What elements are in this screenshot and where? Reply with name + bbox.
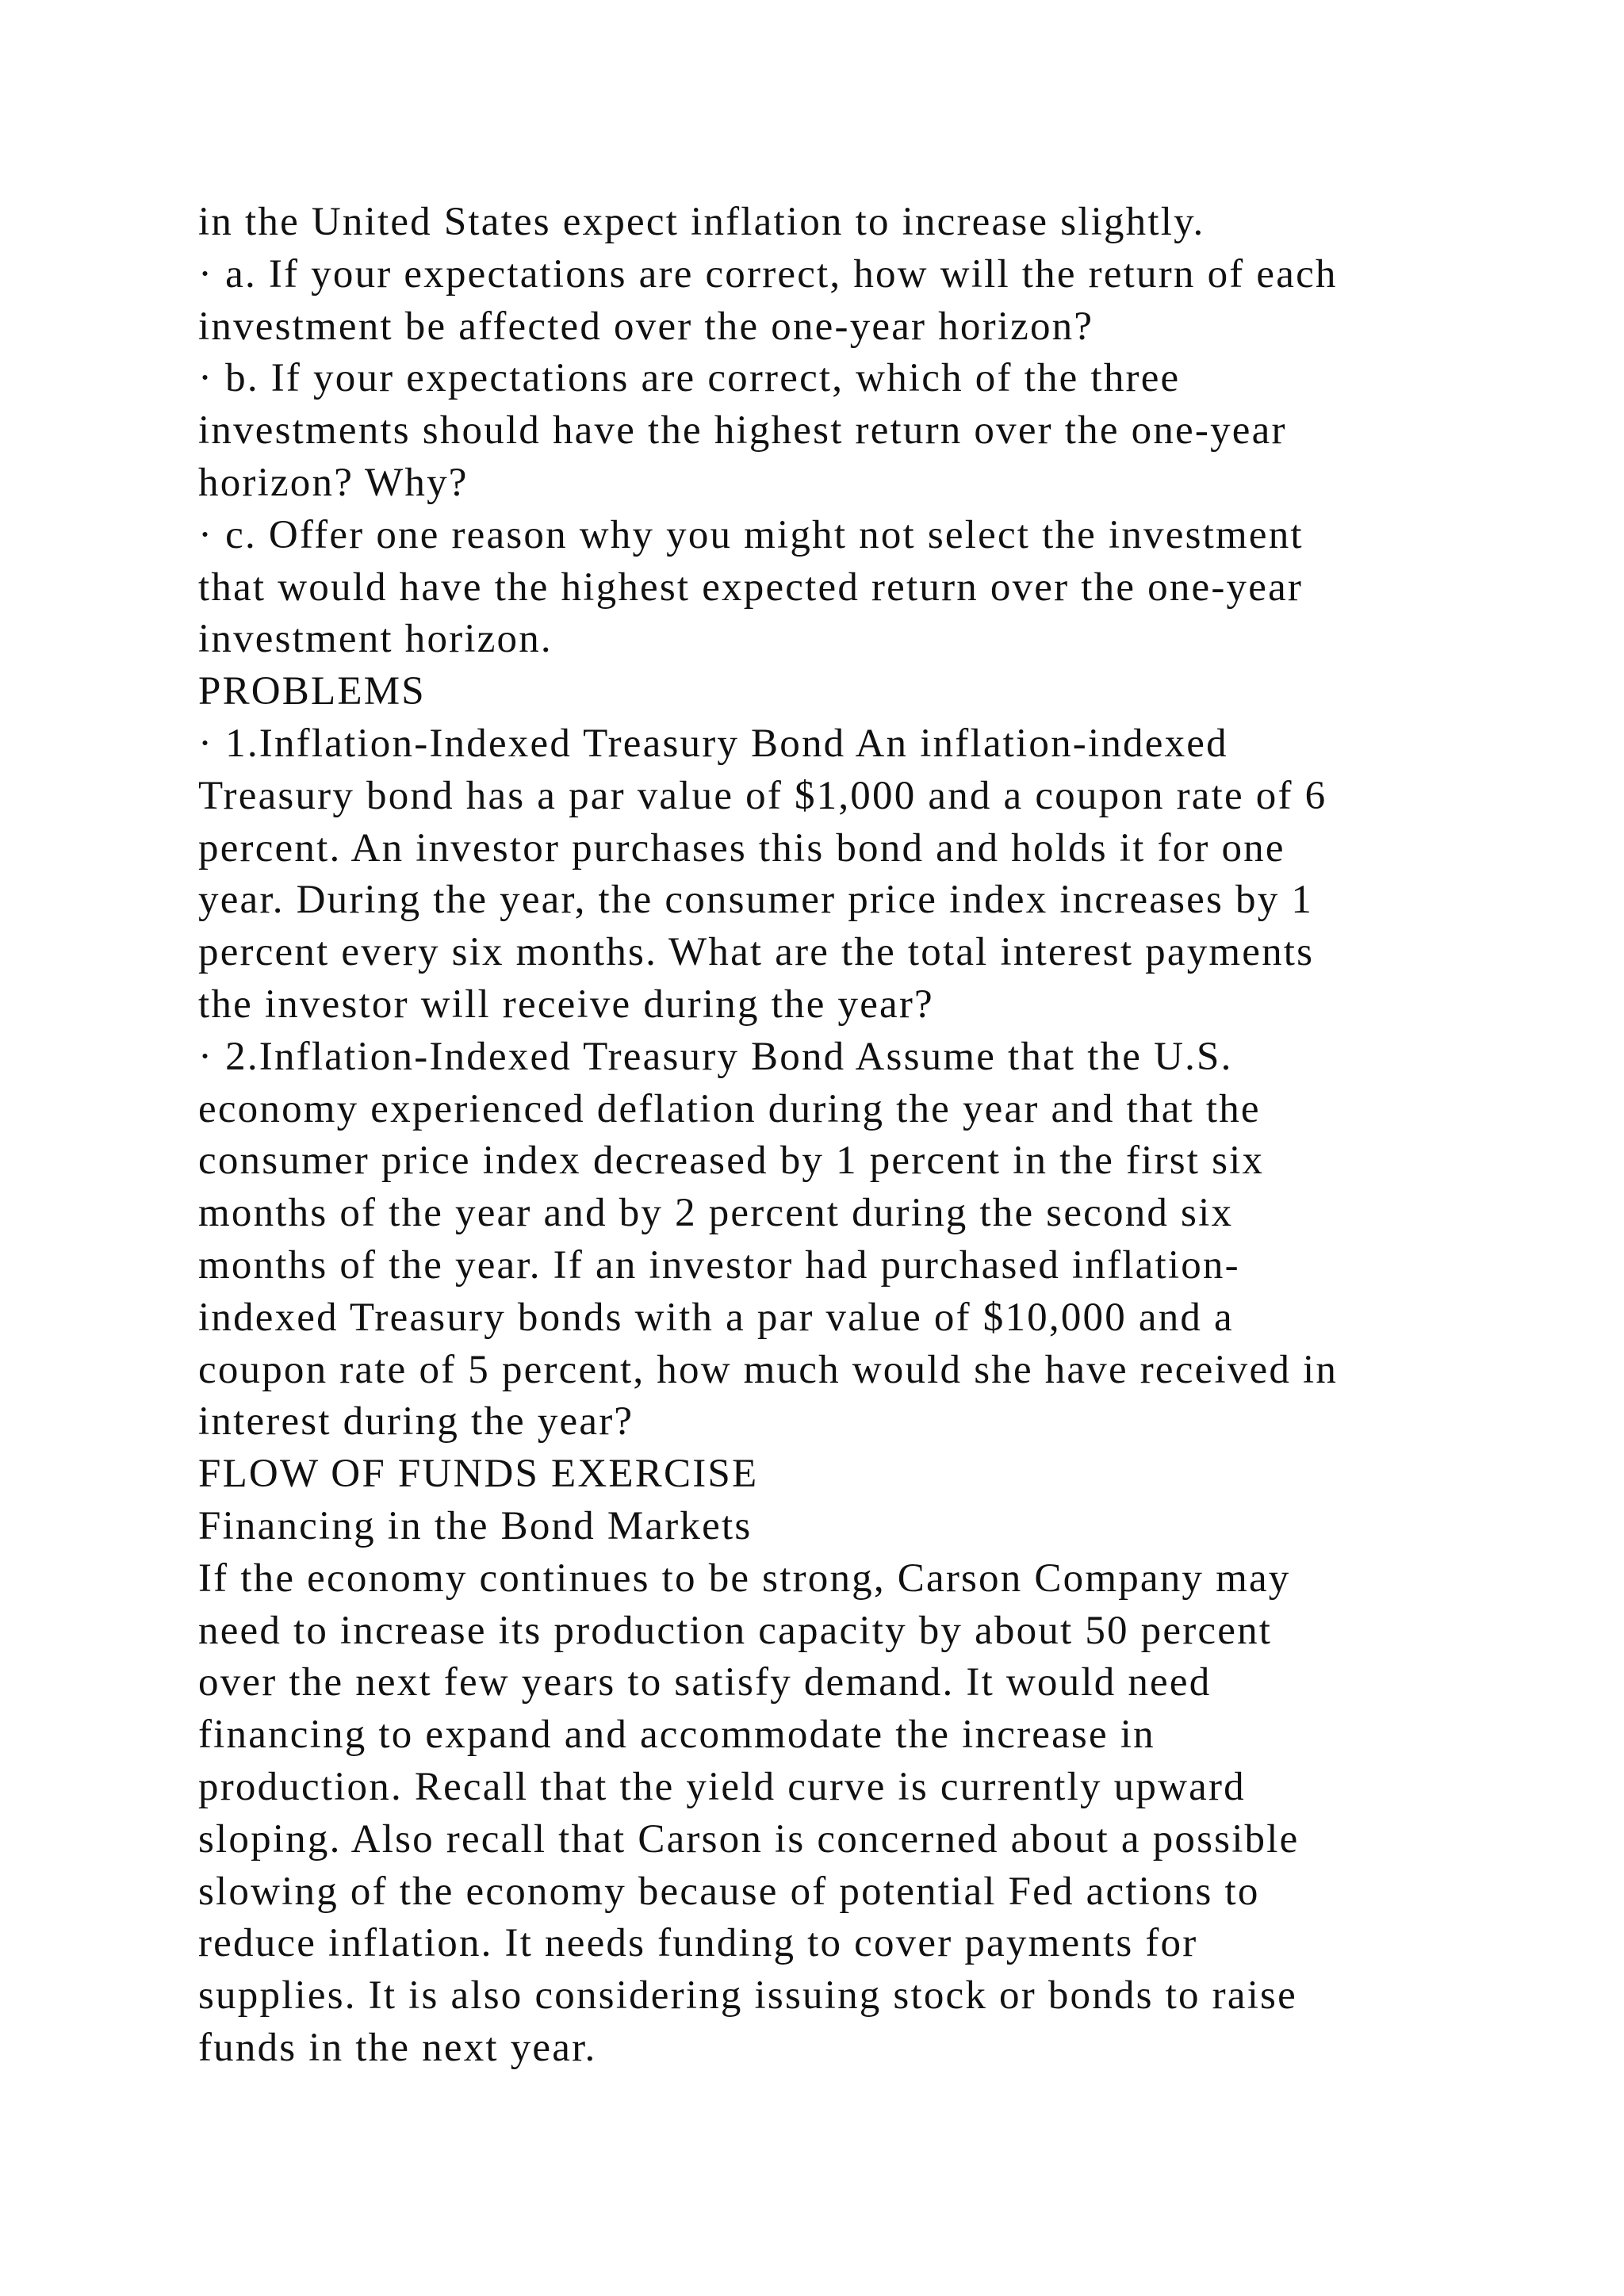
problems-heading: PROBLEMS — [198, 669, 426, 714]
problem-1: · 1.Inflation-Indexed Treasury Bond An inflation-indexed — [198, 721, 1228, 766]
question-b: · b. If your expectations are correct, which of the three — [198, 356, 1181, 401]
text-line: financing to expand and accommodate the increase in — [198, 1712, 1155, 1758]
text-line: the investor will receive during the year? — [198, 982, 934, 1027]
text-line: funds in the next year. — [198, 2025, 597, 2070]
financing-subheading: Financing in the Bond Markets — [198, 1503, 753, 1548]
text-line: investments should have the highest return over the one-year — [198, 408, 1287, 453]
text-line: slowing of the economy because of potential Fed actions to — [198, 1869, 1260, 1914]
text-line: sloping. Also recall that Carson is concerned about a possible — [198, 1816, 1300, 1862]
text-line: interest during the year? — [198, 1399, 634, 1445]
text-line: percent every six months. What are the total interest payments — [198, 930, 1315, 975]
flow-of-funds-heading: FLOW OF FUNDS EXERCISE — [198, 1452, 759, 1497]
question-a: · a. If your expectations are correct, how will the return of each — [198, 251, 1338, 297]
text-line: consumer price index decreased by 1 percent in the first six — [198, 1138, 1265, 1184]
text-line: months of the year and by 2 percent during the second six — [198, 1191, 1234, 1236]
text-line: months of the year. If an investor had purchased inflation- — [198, 1242, 1240, 1288]
text-line: supplies. It is also considering issuing stock or bonds to raise — [198, 1973, 1297, 2019]
text-line: If the economy continues to be strong, Carson Company may — [198, 1556, 1291, 1601]
text-line: indexed Treasury bonds with a par value of $10,000 and a — [198, 1295, 1234, 1340]
text-line: year. During the year, the consumer price index increases by 1 — [198, 878, 1314, 923]
text-line: horizon? Why? — [198, 460, 469, 505]
document-text — [198, 197, 1530, 2075]
text-line: investment be affected over the one-year horizon? — [198, 304, 1094, 349]
text-line: need to increase its production capacity by about 50 percent — [198, 1608, 1273, 1653]
text-line: in the United States expect inflation to increase slightly. — [198, 200, 1205, 244]
text-line: Treasury bond has a par value of $1,000 and a coupon rate of 6 — [198, 773, 1327, 818]
text-line: reduce inflation. It needs funding to cover payments for — [198, 1921, 1198, 1966]
text-line: production. Recall that the yield curve is currently upward — [198, 1764, 1246, 1809]
question-c: · c. Offer one reason why you might not select the investment — [198, 512, 1304, 557]
text-line: percent. An investor purchases this bond and holds it for one — [198, 825, 1285, 871]
text-line: coupon rate of 5 percent, how much would she have received in — [198, 1347, 1339, 1392]
problem-2: · 2.Inflation-Indexed Treasury Bond Assume that the U.S. — [198, 1034, 1233, 1079]
text-line: that would have the highest expected return over the one-year — [198, 564, 1304, 610]
text-line: over the next few years to satisfy demand. It would need — [198, 1660, 1212, 1705]
text-line: economy experienced deflation during the year and that the — [198, 1086, 1261, 1131]
text-line: investment horizon. — [198, 617, 553, 662]
